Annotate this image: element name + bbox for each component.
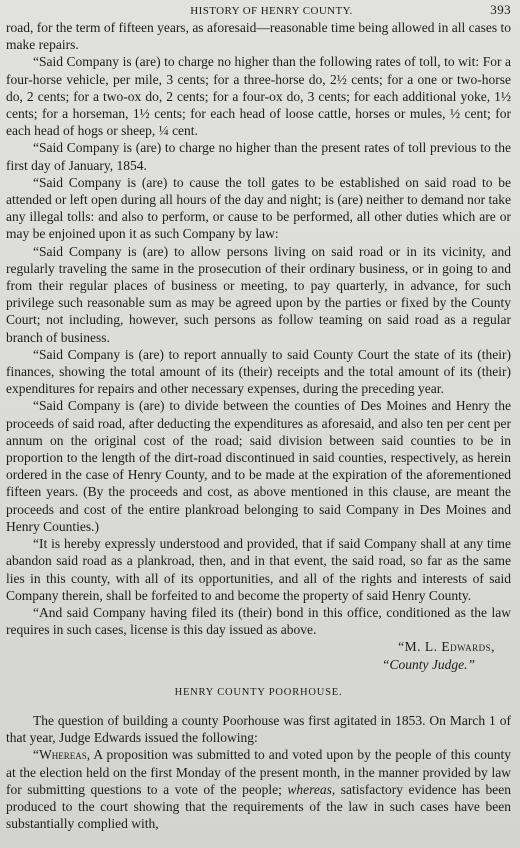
paragraph-poorhouse-intro: The question of building a county Poorhouse was first agitated in 1853. On March 1 of that year, Judge Edwards issued the following: bbox=[6, 712, 511, 746]
paragraph-local-persons: “Said Company is (are) to allow persons living on said road or in its vicinity, and regularly traveling the same in the prosecution of their ordinary business, or in going to and from their regular places of business or meeting, to pay quarterly, in advance, for such privilege such reasonable sum as may be agreed upon by the parties or fixed by the County Court; not including, however, such persons as follow teaming on said road as a regular branch of business. bbox=[6, 243, 511, 345]
whereas-text-1: A proposition was submitted to and voted upon by the people of this county at the election held on the first Monday of the present month, in the manner provided by law for submitting questions to a vote of the people; bbox=[6, 747, 511, 797]
signature-name bbox=[6, 638, 511, 655]
paragraph-bond-license: “And said Company having filed its (their) bond in this office, conditioned as the law requires in such cases, license is this day issued as above. bbox=[6, 604, 511, 638]
signature-name-text: “M. L. Edwards, bbox=[398, 639, 495, 655]
paragraph-divide-proceeds: “Said Company is (are) to divide between the counties of Des Moines and Henry the proceeds of said road, after deducting the expenditures as aforesaid, and also ten per cent per annum on the original cost of the road; said division between said counties to be in proportion to the length of the dirt-road discontinued in said counties, respectively, as herein ordered in the case of Henry County, and to be made at the expiration of the aforementioned fifteen years. (By the proceeds and cost, as above mentioned in this clause, are meant the proceeds and cost of the entire plankroad belonging to said Company in Des Moines and Henry Counties.) bbox=[6, 398, 511, 534]
whereas-italic: whereas, bbox=[287, 781, 336, 797]
paragraph-whereas bbox=[6, 746, 511, 832]
paragraph-annual-report: “Said Company is (are) to report annually to said County Court the state of its (their) finances, showing the total amount of its (their) receipts and the total amount of its (their) expenditures for repairs and other necessary expenses, during the preceding year. bbox=[6, 346, 511, 397]
paragraph-continuation: road, for the term of fifteen years, as aforesaid—reasonable time being allowed in all cases to make repairs. bbox=[6, 20, 511, 53]
paragraph-toll-rates: “Said Company is (are) to charge no higher than the following rates of toll, to wit: For a four-horse vehicle, per mile, 3 cents; for a three-horse do, 2½ cents; for a one or two-horse do, 2 cents; for a two-ox do, 2 cents; for a four-ox do, 3 cents; for each additional yoke, 1½ cents; for a horseman, 1½ cents; for each head of loose cattle, horses or mules, ½ cent; for each head of hogs or sheep, ¼ cent. bbox=[6, 54, 511, 139]
whereas-lead: “Whereas, bbox=[33, 747, 91, 763]
section-heading: HENRY COUNTY POORHOUSE. bbox=[174, 686, 343, 698]
paragraph-forfeiture: “It is hereby expressly understood and provided, that if said Company shall at any time abandon said road as a plankroad, then, and in that event, the said road, so far as the same lies in this county, with all of its opportunities, and all of the rights and interests of said Company therein, shall be forfeited to and become the property of said Henry County. bbox=[6, 536, 511, 603]
whereas-text-2: satisfactory evidence has been produced to the court showing that the requirements of the law in such cases have been substantially complied with, bbox=[6, 781, 511, 832]
signature-title: “County Judge.” bbox=[382, 656, 475, 672]
paragraph-present-rates: “Said Company is (are) to charge no higher than the present rates of toll previous to the first day of January, 1854. bbox=[6, 140, 511, 173]
page-number: 393 bbox=[490, 2, 511, 17]
page-body bbox=[6, 19, 511, 832]
running-title: HISTORY OF HENRY COUNTY. bbox=[190, 5, 353, 17]
paragraph-toll-gates: “Said Company is (are) to cause the toll gates to be established on said road to be attended or left open during all hours of the day and night; is (are) neither to demand nor take any illegal tolls: and also to perform, or cause to be performed, all other duties which are or may be enjoined upon it as such Company by law: bbox=[6, 174, 511, 242]
running-header bbox=[6, 2, 511, 19]
